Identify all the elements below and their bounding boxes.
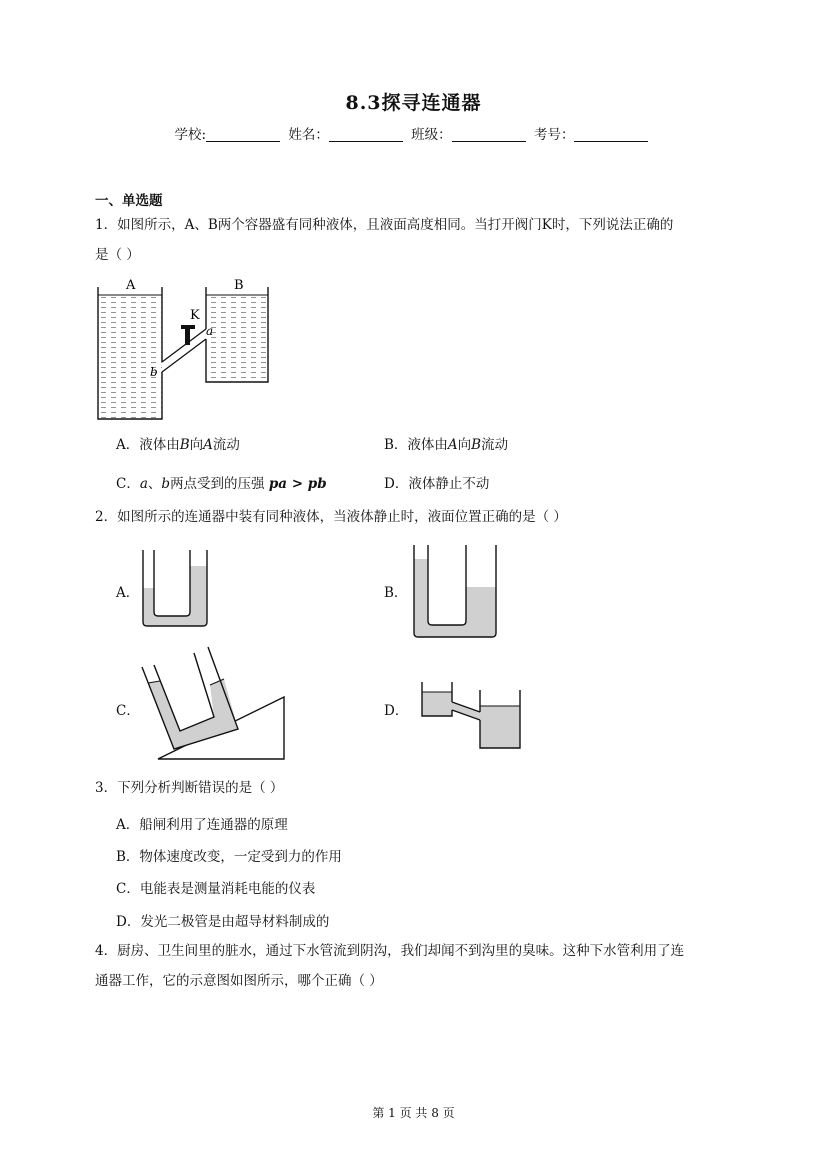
- class-label: 班级：: [411, 127, 452, 143]
- class-blank[interactable]: [452, 127, 526, 142]
- point-b-label: b: [150, 365, 158, 379]
- container-a-liquid: [98, 295, 162, 419]
- q1-option-b[interactable]: B．液体由A向B流动: [384, 437, 509, 453]
- q3-option-a[interactable]: A．船闸利用了连通器的原理: [116, 817, 288, 833]
- question-4-line2: 通器工作，它的示意图如图所示，哪个正确（ ）: [95, 973, 383, 989]
- q2-figure-a: [138, 550, 213, 630]
- q3-option-c[interactable]: C．电能表是测量消耗电能的仪表: [116, 881, 316, 897]
- student-info-line: [0, 123, 827, 143]
- school-label: 学校:: [174, 127, 207, 143]
- question-1: [95, 210, 735, 270]
- name-label: 姓名：: [288, 127, 329, 143]
- q1-option-a[interactable]: A．液体由B向A流动: [116, 437, 240, 453]
- q2-option-b-label[interactable]: B．: [384, 585, 408, 601]
- q1-option-d[interactable]: D．液体静止不动: [384, 476, 490, 492]
- question-4: [95, 936, 735, 996]
- q2-figure-d: [418, 682, 526, 752]
- q2-figure-c: [140, 645, 290, 763]
- q2-option-a-label[interactable]: A．: [116, 585, 140, 601]
- name-blank[interactable]: [329, 127, 403, 142]
- section-heading: 一、单选题: [95, 193, 163, 209]
- question-1-line2: 是（ ）: [95, 247, 140, 263]
- question-1-line1: 1．如图所示，A、B两个容器盛有同种液体，且液面高度相同。当打开阀门K时，下列说法正确的: [95, 217, 674, 233]
- connecting-pipe: [162, 329, 206, 362]
- number-label: 考号：: [533, 127, 575, 143]
- container-b-liquid: [206, 295, 268, 382]
- q1-figure: [90, 275, 280, 425]
- q3-option-b[interactable]: B．物体速度改变，一定受到力的作用: [116, 849, 342, 865]
- container-a-label: A: [126, 278, 136, 293]
- container-b-label: B: [234, 278, 244, 293]
- page-title: 8.3探寻连通器: [345, 92, 482, 114]
- q3-option-d[interactable]: D．发光二极管是由超导材料制成的: [116, 914, 330, 930]
- question-2: 2．如图所示的连通器中装有同种液体，当液体静止时，液面位置正确的是（ ）: [95, 509, 567, 525]
- school-blank[interactable]: [206, 127, 280, 142]
- page-footer: 第 1 页 共 8 页: [372, 1106, 455, 1120]
- q2-option-c-label[interactable]: C．: [116, 703, 140, 719]
- question-3: 3．下列分析判断错误的是（ ）: [95, 780, 284, 796]
- q2-figure-b: [410, 545, 502, 640]
- q2-option-d-label[interactable]: D．: [384, 703, 409, 719]
- point-a-label: a: [206, 324, 214, 338]
- q1-option-c[interactable]: C．a、b两点受到的压强 pa > pb: [116, 476, 327, 492]
- question-4-line1: 4．厨房、卫生间里的脏水，通过下水管流到阴沟，我们却闻不到沟里的臭味。这种下水管利用了连: [95, 943, 685, 959]
- pressure-formula: pa > pb: [268, 476, 327, 492]
- number-blank[interactable]: [574, 127, 648, 142]
- valve-label: K: [190, 308, 200, 323]
